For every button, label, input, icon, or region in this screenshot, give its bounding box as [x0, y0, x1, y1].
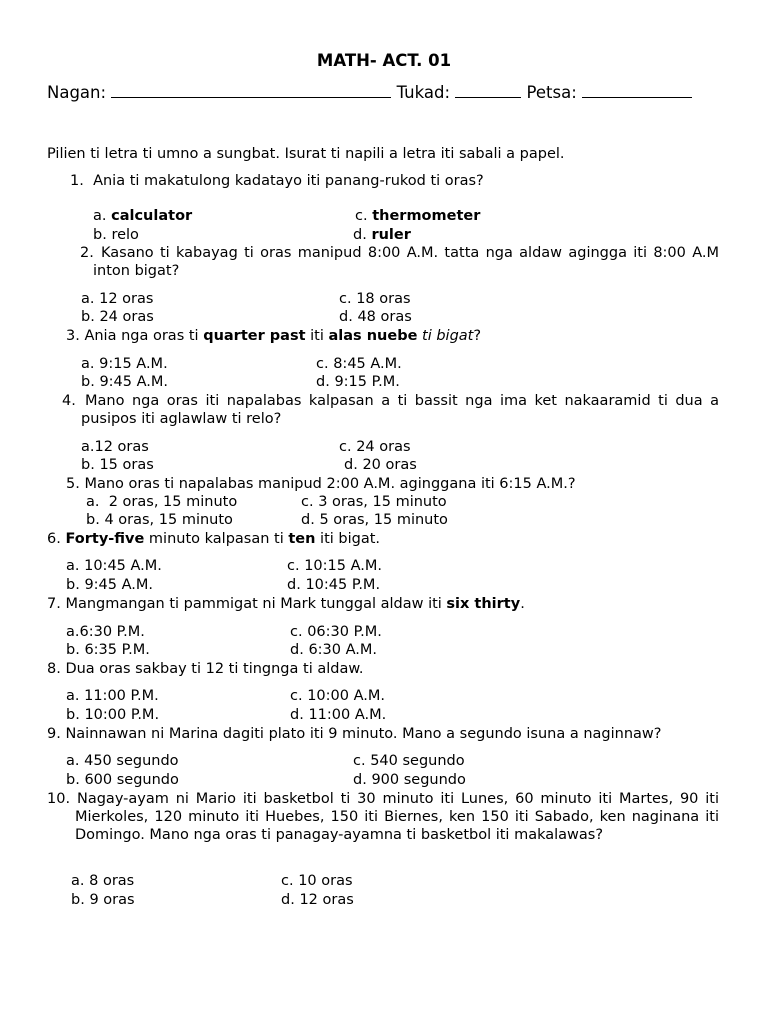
question-text: Ania ti makatulong kadatayo iti panang-rukod ti oras? — [93, 173, 484, 189]
date-blank[interactable] — [582, 82, 692, 98]
question-6: 6. Forty-five minuto kalpasan ti ten iti bigat. — [47, 531, 381, 547]
q6-choice-b: b. 9:45 A.M. — [66, 577, 154, 593]
q1-choice-a: a. calculator — [93, 208, 193, 224]
q4-choice-d: d. 20 oras — [344, 457, 417, 473]
q3-choice-c: c. 8:45 A.M. — [316, 356, 402, 372]
q1-choice-c: c. thermometer — [355, 208, 481, 224]
q4-choice-a: a.12 oras — [81, 439, 149, 455]
instructions: Pilien ti letra ti umno a sungbat. Isurat ti napili a letra iti sabali a papel. — [47, 146, 565, 162]
q10-choice-c: c. 10 oras — [281, 873, 353, 889]
question-8: 8. Dua oras sakbay ti 12 ti tingnga ti aldaw. — [47, 661, 364, 677]
q8-choice-d: d. 11:00 A.M. — [290, 707, 387, 723]
q3-choice-b: b. 9:45 A.M. — [81, 374, 169, 390]
header-line — [47, 82, 692, 103]
q2-choice-b: b. 24 oras — [81, 309, 154, 325]
q5-choice-b: b. 4 oras, 15 minuto — [86, 512, 233, 528]
question-number: 1. — [70, 173, 84, 189]
question-10-number: 10. — [47, 791, 71, 807]
q6-choice-a: a. 10:45 A.M. — [66, 558, 162, 574]
q4-choice-c: c. 24 oras — [339, 439, 411, 455]
question-4-number: 4. — [62, 393, 76, 409]
question-2-number: 2. — [80, 245, 94, 261]
q10-choice-b: b. 9 oras — [71, 892, 135, 908]
q9-choice-d: d. 900 segundo — [353, 772, 466, 788]
q5-choice-a: a. 2 oras, 15 minuto — [86, 494, 238, 510]
q8-choice-c: c. 10:00 A.M. — [290, 688, 385, 704]
question-10-text: Nagay-ayam ni Mario iti basketbol ti 30 minuto iti Lunes, 60 minuto iti Martes, 90 iti Mierkoles, 120 minuto iti Huebes, 150 iti Biernes, ken 150 iti Sabado, ken naginana iti Domingo. Mano nga oras ti panagay-ayamna ti basketbol iti makalawas? — [75, 791, 719, 843]
q5-choice-c: c. 3 oras, 15 minuto — [301, 494, 447, 510]
question-1 — [70, 172, 484, 190]
q10-choice-a: a. 8 oras — [71, 873, 135, 889]
q4-choice-b: b. 15 oras — [81, 457, 154, 473]
q9-choice-c: c. 540 segundo — [353, 753, 465, 769]
q7-choice-d: d. 6:30 A.M. — [290, 642, 378, 658]
q2-choice-d: d. 48 oras — [339, 309, 412, 325]
q3-choice-a: a. 9:15 A.M. — [81, 356, 168, 372]
q10-choice-d: d. 12 oras — [281, 892, 354, 908]
q2-choice-c: c. 18 oras — [339, 291, 411, 307]
q3-choice-d: d. 9:15 P.M. — [316, 374, 400, 390]
q5-choice-d: d. 5 oras, 15 minuto — [301, 512, 448, 528]
question-5: 5. Mano oras ti napalabas manipud 2:00 A.M. aginggana iti 6:15 A.M.? — [66, 476, 576, 492]
q8-choice-a: a. 11:00 P.M. — [66, 688, 159, 704]
q6-choice-d: d. 10:45 P.M. — [287, 577, 381, 593]
q8-choice-b: b. 10:00 P.M. — [66, 707, 160, 723]
q7-choice-b: b. 6:35 P.M. — [66, 642, 150, 658]
question-9: 9. Nainnawan ni Marina dagiti plato iti 9 minuto. Mano a segundo isuna a naginnaw? — [47, 726, 662, 742]
q9-choice-a: a. 450 segundo — [66, 753, 179, 769]
grade-label: Tukad: — [396, 83, 451, 102]
question-2-text: Kasano ti kabayag ti oras manipud 8:00 A.M. tatta nga aldaw agingga iti 8:00 A.M inton bigat? — [93, 245, 719, 279]
q7-choice-a: a.6:30 P.M. — [66, 624, 145, 640]
question-3: 3. Ania nga oras ti quarter past iti alas nuebe ti bigat? — [66, 328, 482, 344]
q1-choice-d: d. ruler — [353, 227, 411, 243]
q9-choice-b: b. 600 segundo — [66, 772, 179, 788]
q7-choice-c: c. 06:30 P.M. — [290, 624, 382, 640]
date-label: Petsa: — [526, 83, 577, 102]
question-4-text: Mano nga oras iti napalabas kalpasan a ti bassit nga ima ket nakaaramid ti dua a pusipos iti aglawlaw ti relo? — [81, 393, 719, 427]
q1-choice-b: b. relo — [93, 227, 139, 243]
question-7: 7. Mangmangan ti pammigat ni Mark tunggal aldaw iti six thirty. — [47, 596, 525, 612]
name-label: Nagan: — [47, 83, 107, 102]
q6-choice-c: c. 10:15 A.M. — [287, 558, 382, 574]
grade-blank[interactable] — [455, 82, 521, 98]
q2-choice-a: a. 12 oras — [81, 291, 154, 307]
name-blank[interactable] — [111, 82, 391, 98]
page-title: MATH- ACT. 01 — [316, 51, 452, 70]
